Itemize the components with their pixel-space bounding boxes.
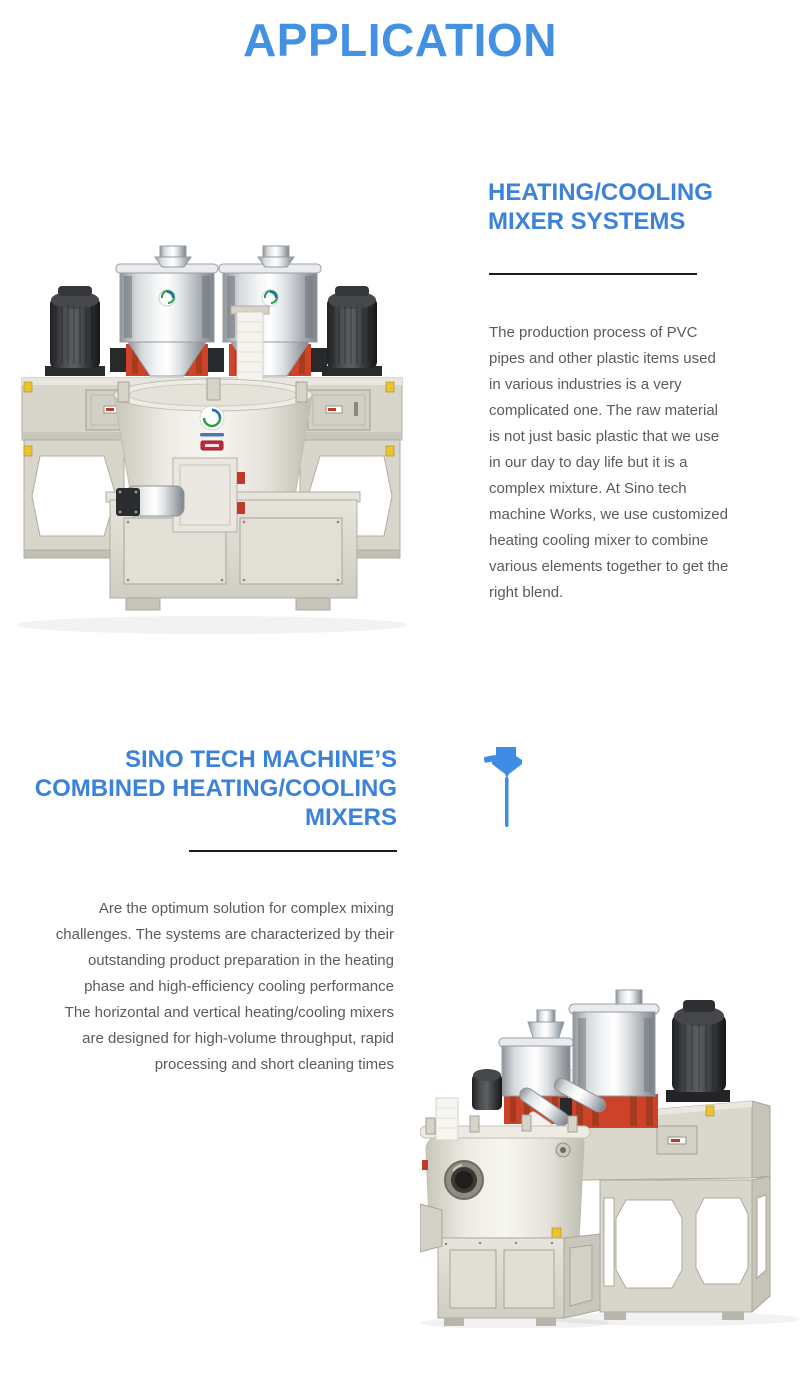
paragraph-line: in various industries is a very [489,376,682,393]
mixer-front-image [8,240,478,645]
paragraph-line: The production process of PVC [489,324,698,341]
paragraph-line: complicated one. The raw material [489,402,718,419]
paragraph-line: various elements together to get the [489,558,729,575]
mixer-side-illustration [420,988,800,1328]
pushpin-icon [482,743,528,833]
hopper-left [110,246,224,376]
section1-divider [489,273,697,275]
paragraph-line: Are the optimum solution for complex mixing [98,900,394,917]
paragraph-line: processing and short cleaning times [154,1056,394,1073]
side-cabinet [438,1234,600,1326]
paragraph-line: machine Works, we use customized [489,506,728,523]
section2-paragraph [0,896,394,1078]
paragraph-line: heating cooling mixer to combine [489,532,709,549]
page-title: APPLICATION [243,14,557,66]
paragraph-line: in our day to day life but it is a [489,454,688,471]
section1-heading-line: HEATING/COOLING [488,179,713,206]
mixer-front-illustration [8,240,478,645]
section2-heading [0,745,397,832]
paragraph-line: pipes and other plastic items used [489,350,716,367]
section2-heading-line: MIXERS [304,804,397,831]
frame-legs [600,1176,770,1320]
section1-paragraph [489,320,749,606]
paragraph-line: The horizontal and vertical heating/cooling mixers [64,1004,394,1021]
hopper-cluster [472,990,659,1142]
section1-heading-line: MIXER SYSTEMS [488,208,686,235]
section2-heading-line: SINO TECH MACHINE’S [124,746,397,773]
paragraph-line: right blend. [489,584,564,601]
section2-divider [189,850,397,852]
mixer-side-image [420,988,800,1328]
paragraph-line: challenges. The systems are characterized by their [55,926,394,943]
paragraph-line: are designed for high-volume throughput, rapid [82,1030,394,1047]
motor-top [666,1000,730,1102]
paragraph-line: complex mixture. At Sino tech [489,480,687,497]
paragraph-line: is not just basic plastic that we use [489,428,720,445]
paragraph-line: phase and high-efficiency cooling performance [84,978,394,995]
motor-right [322,286,382,376]
motor-left [45,286,105,376]
section2-heading-line: COMBINED HEATING/COOLING [34,775,397,802]
section1-heading [488,178,748,236]
paragraph-line: outstanding product preparation in the heating [87,952,394,969]
discharge-chute [420,1204,442,1252]
